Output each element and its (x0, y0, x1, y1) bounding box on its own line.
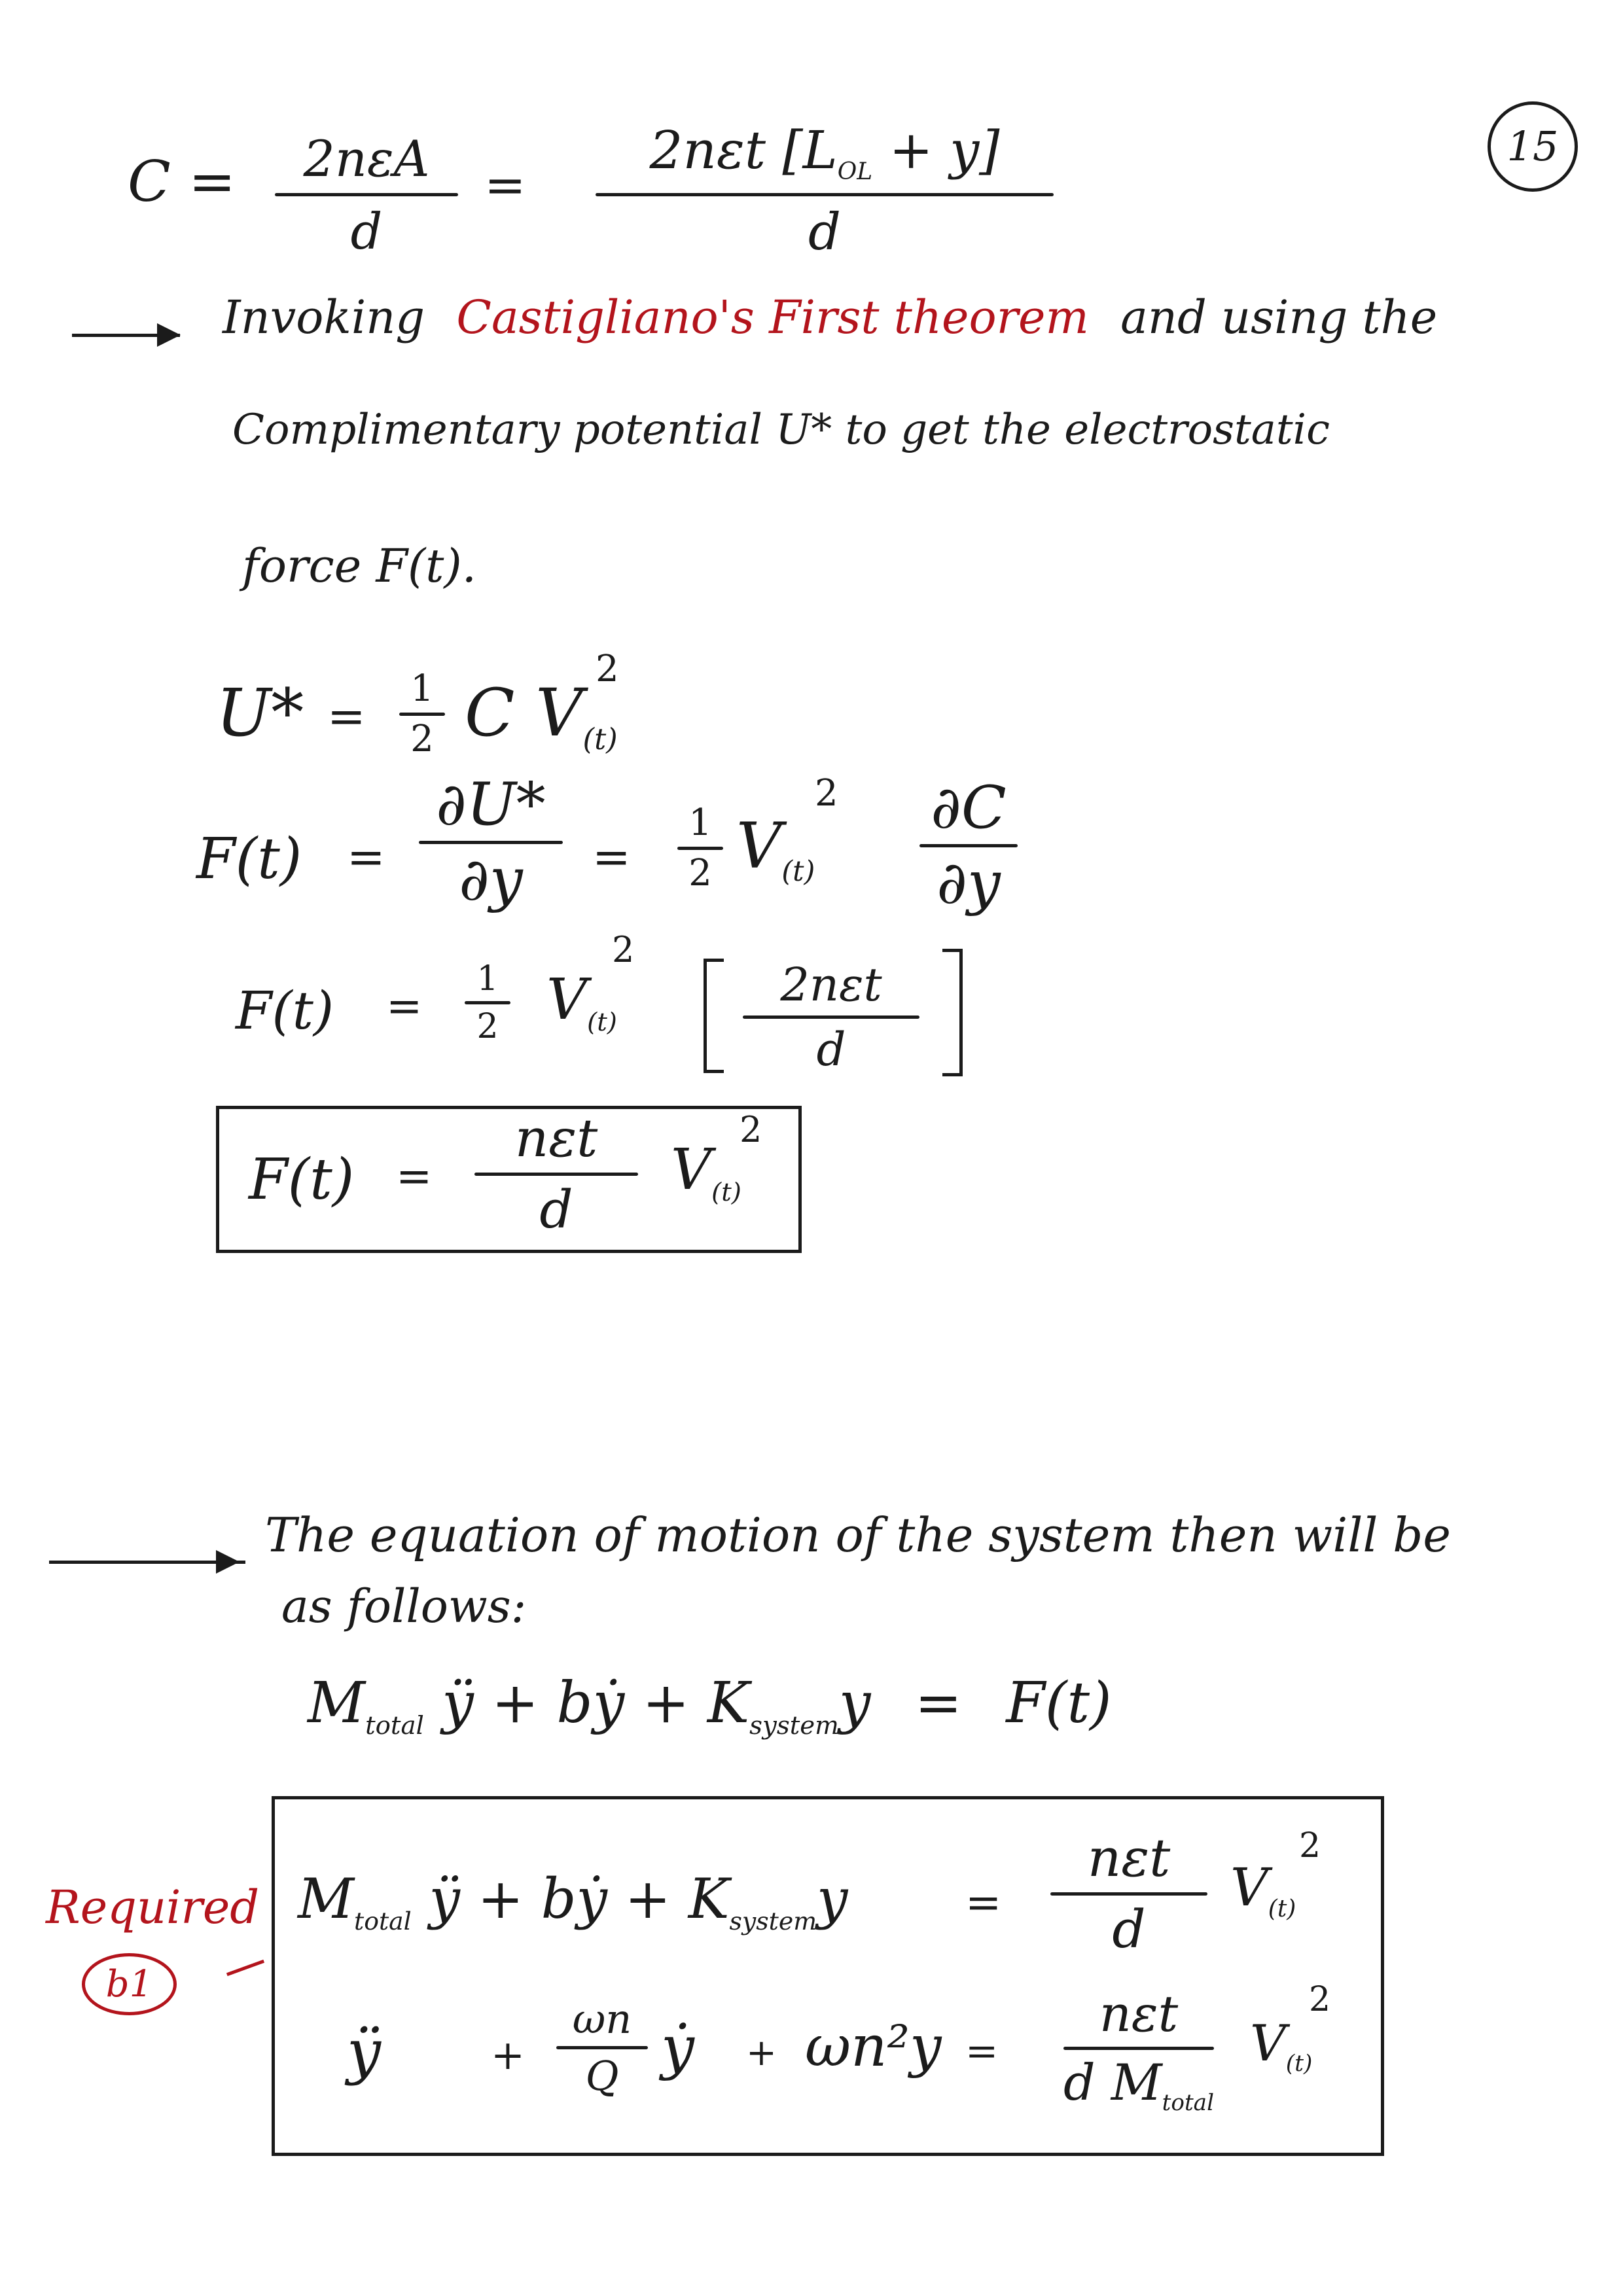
fraction-bar (474, 1173, 638, 1176)
box-row-2-omega-over-q: ωn Q (553, 1999, 651, 2096)
capacitance-fraction-2 (589, 120, 1060, 262)
force-1-voltage: $V_{(t)}$ (736, 809, 815, 889)
required-label: Required (46, 1881, 260, 1934)
force-1-lhs: F(t) (196, 826, 302, 892)
statement-1-line-3: force F(t). (242, 539, 476, 593)
box-row-2-plus-2: + (746, 2032, 777, 2074)
fraction-bar (919, 844, 1018, 847)
box-row-2-plus-1: + (491, 2031, 525, 2079)
box-row-1-equals: = (965, 1877, 1002, 1928)
fraction-bar (419, 841, 563, 844)
coenergy-equals: = (327, 690, 366, 743)
box-row-2-fraction: nεt d $M_{total}$ (1063, 1985, 1215, 2117)
box-row-1-voltage: $V_{(t)}$ (1230, 1857, 1296, 1922)
fraction-bar (465, 1001, 510, 1004)
capacitance-equals: = (484, 156, 526, 214)
fraction-bar (677, 847, 723, 850)
required-tag: b1 (105, 1962, 153, 2005)
force-result-voltage: $V_{(t)}$ (671, 1137, 741, 1208)
statement-1-prefix: Invoking (223, 291, 425, 344)
capacitance-frac1-numerator: 2nεA (303, 130, 430, 188)
statement-2-line-2: as follows: (281, 1580, 527, 1633)
force-1-equals-2: = (592, 830, 631, 884)
coenergy-lhs: U* (216, 675, 304, 751)
box-row-2-ydd: ÿ (347, 2017, 381, 2087)
coenergy-exponent: 2 (596, 648, 619, 690)
partial-u-over-y: ∂U* ∂y (409, 775, 573, 910)
right-bracket (942, 949, 963, 1076)
box-row-2-denominator: d $M_{total}$ (1063, 2053, 1215, 2117)
coenergy-half: 1 2 (393, 671, 452, 758)
box-row-1-exponent: 2 (1299, 1826, 1321, 1865)
box-row-2-yd: ẏ (661, 2013, 694, 2082)
fraction-bar (399, 713, 445, 716)
box-row-2-exponent: 2 (1309, 1980, 1331, 2019)
box-row-1-lhs: $M_{total}$ ÿ + bẏ + $K_{system}y$ (298, 1867, 848, 1935)
force-result-lhs: F(t) (249, 1147, 355, 1212)
required-tag-oval (82, 1953, 177, 2015)
capacitance-fraction-1 (272, 130, 461, 260)
fraction-bar (743, 1016, 919, 1019)
force-2-half: 1 2 (458, 962, 517, 1044)
force-2-exponent: 2 (612, 929, 635, 970)
statement-1-line-2: Complimentary potential U* to get the electrostatic (232, 406, 1330, 454)
force-1-exponent: 2 (815, 772, 838, 815)
box-row-2-voltage: $V_{(t)}$ (1250, 2014, 1313, 2077)
force-2-equals: = (386, 981, 423, 1031)
force-result-fraction: nεt d (471, 1112, 641, 1236)
fraction-bar (1063, 2047, 1214, 2050)
arrow-head-icon (157, 323, 181, 347)
page-number: 15 (1507, 122, 1559, 170)
force-1-half: 1 2 (671, 805, 730, 892)
fraction-bar (1050, 1892, 1207, 1896)
partial-c-over-y: ∂C ∂y (910, 779, 1027, 913)
force-2-lhs: F(t) (236, 980, 334, 1041)
capacitance-frac1-denominator: d (350, 202, 383, 260)
statement-1-suffix: and using the (1120, 291, 1438, 344)
coenergy-rhs: C $V_{(t)}$ (465, 675, 618, 756)
box-row-1-fraction: nεt d (1047, 1832, 1211, 1956)
page-number-circle (1488, 101, 1578, 192)
statement-1-line-1 (223, 291, 1438, 344)
fraction-bar (596, 193, 1054, 196)
required-arrow-icon (226, 1960, 264, 1976)
equation-of-motion-1: $M_{total}$ ÿ + bẏ + $K_{system}y = F(t)$ (308, 1670, 1112, 1741)
force-result-equals: = (396, 1151, 433, 1201)
left-bracket (704, 959, 724, 1073)
theorem-name: Castigliano's First theorem (456, 291, 1089, 344)
force-2-voltage: $V_{(t)}$ (546, 967, 617, 1038)
fraction-bar (556, 2046, 648, 2049)
capacitance-frac2-denominator: d (808, 203, 841, 262)
force-1-equals-1: = (347, 830, 385, 884)
arrow-head-icon (216, 1550, 240, 1574)
capacitance-lhs: C = (128, 149, 236, 215)
bracket-fraction: 2nεt d (733, 962, 929, 1072)
fraction-bar (275, 193, 458, 196)
box-row-2-omega-squared-y: ωn²y (805, 2014, 942, 2079)
force-result-exponent: 2 (740, 1109, 762, 1150)
box-row-2-equals: = (965, 2028, 999, 2074)
capacitance-frac2-numerator: 2nεt $[L_{OL} + y]$ (649, 120, 1000, 185)
statement-2-line-1: The equation of motion of the system then will be (265, 1508, 1451, 1563)
